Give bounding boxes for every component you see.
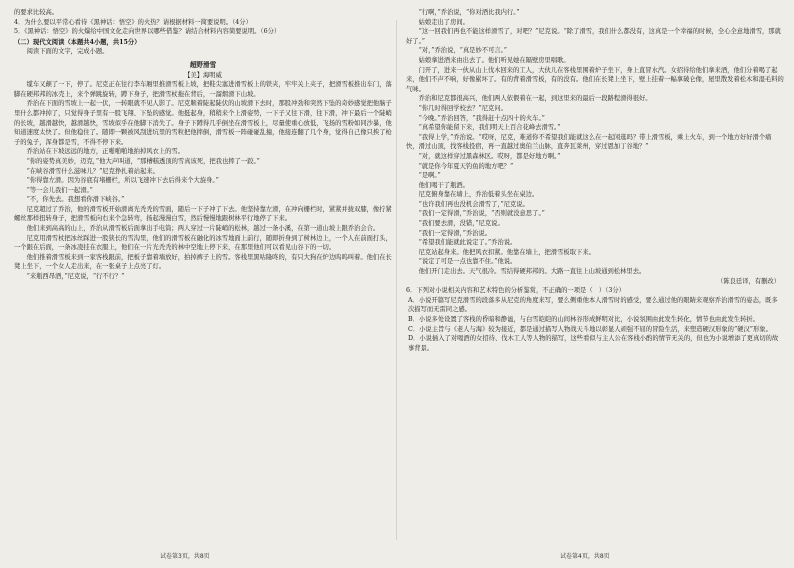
story-paragraph: 尼克超过了乔治，他的滑雪板开始滑离光秃秃的雪面，随后一下子冲了下去。他坚持靠左滑，在冲向栅栏时，紧紧并拢双膝，像拧紧螺丝那样扭转身子，把滑雪板向右来个急转弯，扬起漫漫白雪，然后慢慢地跟树林平行地停了下来。 <box>14 205 392 223</box>
story-paragraph: “等一会儿我们一起滑。” <box>26 186 93 194</box>
story-paragraph: “这一回我们再也不能这样滑雪了，对吧？”尼克说。“除了滑雪，我们什么都没有，这真是一个幸福的时候，全心全意地滑雪，那就好了。” <box>406 28 781 45</box>
story-paragraph: 尼克用滑雪杖把冰丝踩进一股狭长的雪沟里，他们的滑雪板在融化的冰雪地面上前行，随即折身到了树林边上，一个人在前面打头，一个跟在后面，一条冰凌挂在衣服上，他们在一片光秃秃的林中空地上停下来，在那里他们可以看见山谷下的一切。 <box>14 234 392 252</box>
story-paragraph: “希望我们能就此说定了。”乔治说。 <box>418 239 517 247</box>
story-paragraph: “我们一定得滑，”乔治说，“否则就没意思了。” <box>418 210 545 218</box>
story-paragraph: 尼克俯身靠在墙上，乔治低着头坐在桌边。 <box>418 191 539 199</box>
story-paragraph: “你几时得回学校去？”尼克问。 <box>418 104 507 112</box>
story-paragraph: “对，”乔治说，“真是妙不可言。” <box>418 47 508 55</box>
story-paragraph: 姑娘拿进酒来由出去了。他们听见她在隔壁房里唱歌。 <box>418 56 570 64</box>
story-paragraph: 姑娘走出了房间。 <box>418 18 469 26</box>
page-footer-right: 试卷第4页，共8页 <box>560 553 610 560</box>
story-paragraph: “我们一定得滑，”乔治说。 <box>418 229 492 237</box>
question-4: 4．为什么要以平常心看待《黑神话：悟空》的火热？请根据材料一简要说明。（4分） <box>14 18 252 26</box>
story-paragraph: 尼克站起身来。他把风衣扣紧。他靠在墙上，把滑雪板取下来。 <box>418 248 595 256</box>
left-column <box>14 8 392 553</box>
reading-instruction: 阅读下面的文字，完成小题。 <box>26 48 109 56</box>
story-paragraph: 乔治和尼克都很高兴，他们两人依偎着在一起，到这里来的最后一段路程滑得很好。 <box>418 95 652 103</box>
story-paragraph: “真希望你能留下来，我们明天上百合花峰去滑雪。” <box>418 124 561 132</box>
option-a: A．小说开篇写尼克滑雪的段落多从尼克的角度来写，要么侧重他本人滑雪时的感受，要么通过他的眼睛来观察乔治滑雪的姿态，既多次描写而无雷同之感。 <box>408 296 778 314</box>
option-b: B．小说多处设置了客栈的昏暗和静谧，与白雪皑皑的山间林谷形成鲜明对比，小说氛围由此发生转化，情节也由此发生转折。 <box>408 316 759 323</box>
question-5: 5．《黑神话：悟空》的火爆给中国文化走向世界以哪些借鉴？请结合材料内容简要说明。（6分） <box>14 28 281 36</box>
story-paragraph: “来瓶西昂酒，”尼克说，“行不行？” <box>26 273 125 281</box>
story-paragraph: 他们喝干了瓶酒。 <box>418 181 469 189</box>
story-paragraph: “今晚。”乔治回答，“我得赶十点四十的火车。” <box>418 114 545 122</box>
option-d: D．小说插入了对喝酒的女招待、伐木工人等人物的描写，这些看似与主人公在客栈小酌的情节无关的，但也为小说增添了更真切的故事背景。 <box>408 335 779 352</box>
story-paragraph: 乔治站在下坡远远的地方，正啪啪啪地拍掉风衣上的雪。 <box>26 148 185 156</box>
story-paragraph: “行啊，”乔治说，“你对酒比我内行。” <box>418 9 520 16</box>
section-heading: （二）现代文阅读（本题共4小题，共15分） <box>14 38 141 46</box>
story-paragraph: 他们来到高高的山上，乔治从滑雪板后面拿出手电筒；两人穿过一片陡峭的松林，越过一条小溪，在第一道山坡上跟乔治会合。 <box>26 225 380 233</box>
story-paragraph: “是啊。” <box>418 172 441 180</box>
story-paragraph: “在峡谷滑雪什么滋味儿？”尼克挣扎着站起来。 <box>26 167 159 175</box>
page-footer-left: 试卷第3页，共8页 <box>160 553 210 560</box>
story-paragraph: “你得靠左滑。因为谷底有堵栅栏，所以飞速冲下去后得来个大旋身。” <box>26 177 219 185</box>
story-paragraph: “也许我们再也没机会滑雪了，”尼克说。 <box>418 200 529 208</box>
story-author: 【美】海明威 <box>184 71 222 79</box>
story-paragraph: “不，你先去。我想看你滑下峡谷。” <box>26 196 125 204</box>
story-paragraph: “我们要去滑，没错，”尼克说。 <box>418 220 504 228</box>
story-paragraph: “你的姿势真美妙，迈克，”他大声叫道，“那槽糕透顶的雪真该死，把我也摔了一跤。” <box>26 157 260 165</box>
right-column <box>406 8 784 553</box>
story-paragraph: “我得上学，”乔治说。“哎呀，尼克，难道你不希望我们能就这么在一起闲逛吗？带上滑雪板，乘上火车，到一个地方好好滑个痛快，滑过山顶，找客栈投宿，再一直越过奥伯兰山脉，直奔瓦莱州，穿过恩加丁谷地？” <box>406 133 772 151</box>
story-paragraph: “对，就这样穿过黑森林区。哎呀，都是好地方啊。” <box>418 152 561 160</box>
story-paragraph: 他们推着滑雪板来到一家客栈跟前，把板子靠着墙放好，拍掉裤子上的雪。客栈里黑咕隆咚的，有只大狗在炉边呜呜叫着。他们在长凳上坐下，一个女人走出来，在一张桌子上点亮了灯。 <box>14 253 392 271</box>
story-paragraph: 乔治在下面的雪坡上一起一伏，一转眼就不见人影了。尼克顺着陡起陡伏的山坡滑下去时，那股冲劲和突然下坠的奇妙感觉把他脑子里什么都冲掉了，只觉得身子里有一股飞翔、下坠的感觉。他挺起身，稍稍来个上滑姿势，一下子又往下滑，往下滑，冲下最后一个陡峭的长坡，越滑越快，越滑越快，雪坡似乎在他脚下消失了。身子下蹲得几乎倒坐在滑雪板上，尽量使重心放低，飞扬的雪粉如同沙暴，他知道速度太快了。但他稳住了。随即一颗被风刮进坑里的雪粒把他摔倒，滑雪板一阵碰碰乱撞，他接连翻了几个身，觉得自己像只挨了枪子的兔子，浑身都是雪，不得不停下来。 <box>14 100 392 146</box>
story-paragraph: 他们开门走出去。天气很冷。雪结得硬邦邦的。大路一直往上山坡通到松林里去。 <box>418 268 646 276</box>
story-paragraph: “说定了可是一点也靠不住。”他说。 <box>418 258 517 266</box>
lead-line: 的要求比较高。 <box>14 9 59 16</box>
story-paragraph: 门开了，进来一伙从山上伐木回来的工人，大伙儿在客栈里围着炉子坐下，身上直冒水汽。女招待给他们拿来酒，他们分着喝了起来，他们不声不响，好像累坏了。有的背着滑雪板，有的没有。他们在长凳上坐下，壁上挂着一幅拿破仑像，屋里散发着松木和湿毛料的气味。 <box>406 66 784 93</box>
translation-source: （陈良廷译，有删改） <box>717 277 780 285</box>
option-c: C．小说主旨与《老人与海》较为接近，都是通过描写人物战天斗地以彰显人顽强不屈的冒险生活，来塑造硬汉形象的“硬汉”形象。 <box>408 325 772 333</box>
story-paragraph: 缆车又颠了一下，停了。尼克正在往行李车厢里推滑雪板上坡，把鞋尖塞进滑雪板上的铁夹，牢牢关上夹子，把滑雪板推出车门，落脚在硬邦邦的冰壳上，来个弹跳旋转，蹲下身子，把滑雪杖拖在背后，一溜烟滑下山坡。 <box>14 81 392 98</box>
story-paragraph: “就是你今年夏天钓鱼的地方吧？” <box>418 162 514 170</box>
story-title: 超野滑雪 <box>189 60 217 69</box>
question-6: 6．下列对小说相关内容和艺术特色的分析鉴赏，不正确的一项是（ ）（3分） <box>406 287 625 295</box>
column-divider <box>396 20 397 540</box>
